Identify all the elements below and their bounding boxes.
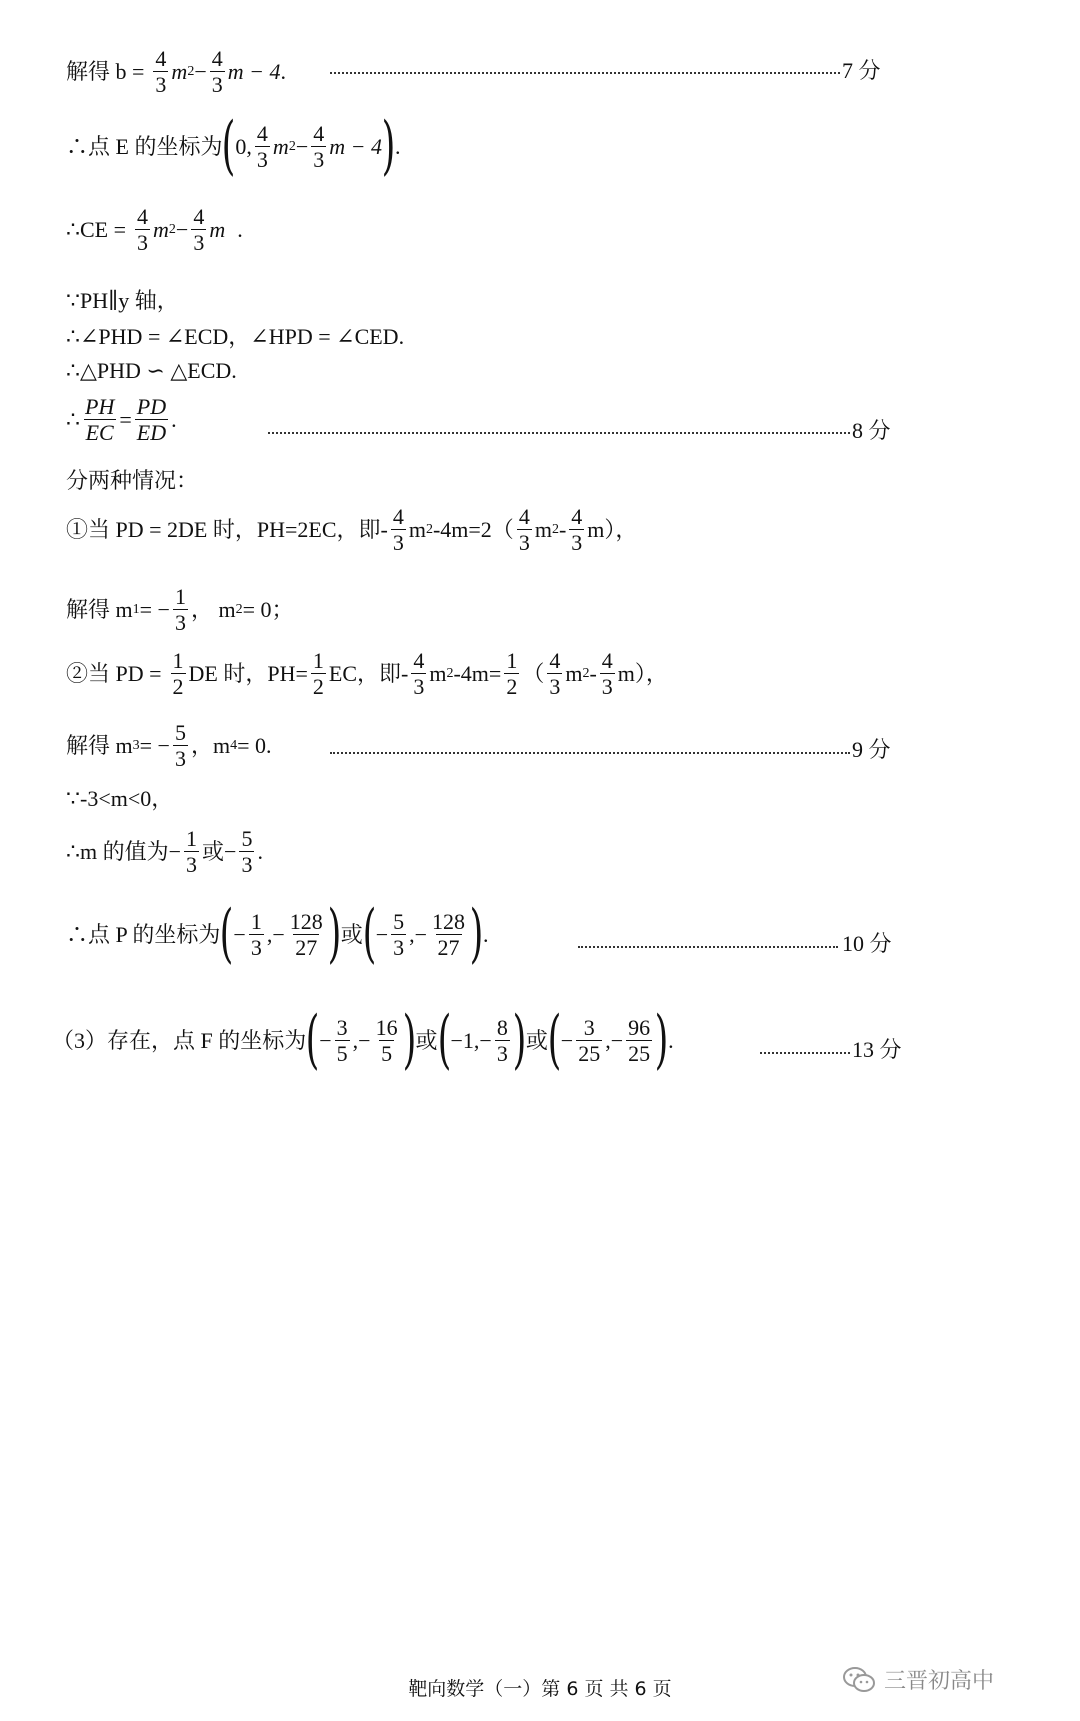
period: . xyxy=(394,133,401,159)
sub: 1 xyxy=(132,601,140,617)
text: = − xyxy=(139,596,170,622)
fraction: $\frac{5}{3}$ xyxy=(241,826,253,878)
text: ， m xyxy=(190,596,236,622)
fraction: $\frac{3}{25}$ xyxy=(578,1015,601,1067)
line-case-1 xyxy=(66,504,637,556)
line-range: ∵-3<m<0， xyxy=(66,786,174,811)
period: . xyxy=(668,1027,674,1053)
expr: m − 4 xyxy=(329,133,382,159)
text: ①当 PD = 2DE 时，PH=2EC，即- xyxy=(66,516,388,542)
line-solve-m3-m4 xyxy=(66,720,272,772)
score-10: 10 分 xyxy=(842,931,892,956)
fraction: $\frac{PD}{ED}$ xyxy=(136,394,167,446)
text: 或 xyxy=(415,1027,438,1053)
minus: − xyxy=(194,58,207,84)
minus: − xyxy=(375,921,389,947)
fraction: $\frac{4}{3}$ xyxy=(313,121,325,173)
line-case-2 xyxy=(66,648,668,700)
equals: = xyxy=(119,406,132,432)
fraction: $\frac{4}{3}$ xyxy=(155,46,167,98)
leader-dots xyxy=(268,432,850,434)
text: 解得 m xyxy=(66,596,133,622)
fraction: $\frac{4}{3}$ xyxy=(549,648,561,700)
period: . xyxy=(483,921,489,947)
fraction: $\frac{4}{3}$ xyxy=(256,121,268,173)
fraction: $\frac{4}{3}$ xyxy=(211,46,223,98)
leader-dots xyxy=(330,72,840,74)
text: ∴点 E 的坐标为 xyxy=(66,133,223,159)
text: 或 xyxy=(340,921,363,947)
paren-open: ( xyxy=(305,1003,320,1077)
fraction: $\frac{4}{3}$ xyxy=(518,504,530,556)
sup: 2 xyxy=(288,138,296,154)
wechat-icon xyxy=(842,1666,876,1694)
comma: ,− xyxy=(605,1027,624,1053)
fraction: $\frac{4}{3}$ xyxy=(571,504,583,556)
comma: ,− xyxy=(409,921,428,947)
sub: 2 xyxy=(235,601,243,617)
minus: − xyxy=(233,921,246,947)
fraction: $\frac{5}{3}$ xyxy=(174,720,186,772)
score-7: 7 分 xyxy=(842,58,881,83)
text: 解得 m xyxy=(66,732,133,758)
sub: 3 xyxy=(132,737,140,753)
fraction: $\frac{1}{3}$ xyxy=(250,909,262,961)
fraction: $\frac{1}{2}$ xyxy=(506,648,518,700)
watermark-text: 三晋初高中 xyxy=(884,1669,995,1694)
text: ②当 PD = xyxy=(66,660,162,686)
watermark xyxy=(842,1664,994,1695)
line-two-cases: 分两种情况： xyxy=(66,468,199,493)
fraction: $\frac{4}{3}$ xyxy=(193,204,205,256)
fraction: $\frac{4}{3}$ xyxy=(137,204,149,256)
text: m xyxy=(408,516,426,542)
score-9: 9 分 xyxy=(852,737,891,762)
text: m xyxy=(429,660,447,686)
line-point-F xyxy=(52,1003,674,1077)
sup: 2 xyxy=(551,521,559,537)
paren-open: ( xyxy=(222,109,236,183)
minus: − xyxy=(175,216,189,242)
sub: 4 xyxy=(230,737,238,753)
fraction: $\frac{5}{3}$ xyxy=(393,909,405,961)
var-m: m xyxy=(209,216,226,242)
text: ，m xyxy=(190,732,231,758)
text: m）， xyxy=(587,516,638,542)
minus: − xyxy=(319,1027,332,1053)
text: （ xyxy=(522,660,545,686)
text: 解得 b = xyxy=(66,58,145,84)
line-solve-m1-m2 xyxy=(66,584,294,636)
text: m xyxy=(534,516,552,542)
line-CE xyxy=(66,204,243,256)
line-point-P xyxy=(66,897,489,971)
text: -4m= xyxy=(453,660,502,686)
fraction: $\frac{1}{3}$ xyxy=(186,826,198,878)
text: −1,− xyxy=(450,1027,492,1053)
sup: 2 xyxy=(446,665,454,681)
leader-dots xyxy=(330,752,850,754)
sup: 2 xyxy=(582,665,590,681)
line-point-E xyxy=(66,109,401,183)
sup: 2 xyxy=(168,221,176,237)
period: . xyxy=(171,406,177,432)
var-m: m xyxy=(153,216,169,242)
line-similar: ∴△PHD ∽ △ECD. xyxy=(66,358,237,383)
fraction: $\frac{16}{5}$ xyxy=(375,1015,398,1067)
leader-dots xyxy=(578,946,838,948)
line-m-values xyxy=(66,826,263,878)
fraction: $\frac{96}{25}$ xyxy=(628,1015,651,1067)
fraction: $\frac{4}{3}$ xyxy=(601,648,613,700)
sup: 2 xyxy=(425,521,433,537)
leader-dots xyxy=(760,1052,850,1054)
text: ∴m 的值为− xyxy=(66,838,182,864)
paren-open: ( xyxy=(437,1003,451,1077)
score-13: 13 分 xyxy=(852,1037,902,1062)
text: ∴点 P 的坐标为 xyxy=(66,921,221,947)
text: （3）存在，点 F 的坐标为 xyxy=(52,1027,307,1053)
text: EC，即- xyxy=(328,660,409,686)
sup: 2 xyxy=(187,63,195,79)
text: DE 时，PH= xyxy=(188,660,308,686)
paren-close: ) xyxy=(654,1003,669,1077)
minus: − xyxy=(295,133,309,159)
fraction: $\frac{8}{3}$ xyxy=(496,1015,508,1067)
paren-close: ) xyxy=(402,1003,416,1077)
line-solve-b xyxy=(66,46,286,98)
fraction: $\frac{3}{5}$ xyxy=(336,1015,348,1067)
line-ratio xyxy=(66,394,177,446)
text: - xyxy=(589,660,597,686)
period: . xyxy=(280,58,286,84)
text: m）， xyxy=(617,660,668,686)
var-m: m xyxy=(272,133,289,159)
paren-close: ) xyxy=(469,897,484,971)
fraction: $\frac{1}{3}$ xyxy=(174,584,186,636)
paren-close: ) xyxy=(381,109,396,183)
score-8: 8 分 xyxy=(852,418,891,443)
fraction: $\frac{4}{3}$ xyxy=(413,648,425,700)
text: . xyxy=(257,838,263,864)
expr: m − 4 xyxy=(227,58,281,84)
text: = − xyxy=(139,732,170,758)
line-parallel: ∵PH∥y 轴， xyxy=(66,288,179,313)
page-footer: 靶向数学（一）第 6 页 共 6 页 xyxy=(408,1678,672,1700)
fraction: $\frac{128}{27}$ xyxy=(289,909,323,961)
text: 或− xyxy=(202,838,237,864)
paren-close: ) xyxy=(512,1003,527,1077)
text: 或 xyxy=(525,1027,548,1053)
var-m: m xyxy=(171,58,188,84)
text: m xyxy=(565,660,583,686)
text: = 0. xyxy=(237,732,272,758)
fraction: $\frac{4}{3}$ xyxy=(392,504,404,556)
fraction: $\frac{128}{27}$ xyxy=(432,909,466,961)
text: -4m=2（ xyxy=(432,516,514,542)
fraction: $\frac{1}{2}$ xyxy=(172,648,184,700)
comma: ,− xyxy=(266,921,285,947)
line-angles: ∴∠PHD = ∠ECD，∠HPD = ∠CED. xyxy=(66,324,405,349)
fraction: $\frac{PH}{EC}$ xyxy=(85,394,115,446)
fraction: $\frac{1}{2}$ xyxy=(312,648,324,700)
text: - xyxy=(558,516,567,542)
paren-close: ) xyxy=(327,897,342,971)
text: ∴ xyxy=(66,406,80,432)
period: . xyxy=(237,216,243,242)
minus: − xyxy=(560,1027,574,1053)
text: = 0； xyxy=(242,596,294,622)
text: 0, xyxy=(235,133,252,159)
paren-open: ( xyxy=(547,1003,562,1077)
paren-open: ( xyxy=(220,897,234,971)
text: ∴CE = xyxy=(66,216,127,242)
paren-open: ( xyxy=(362,897,377,971)
comma: ,− xyxy=(352,1027,371,1053)
